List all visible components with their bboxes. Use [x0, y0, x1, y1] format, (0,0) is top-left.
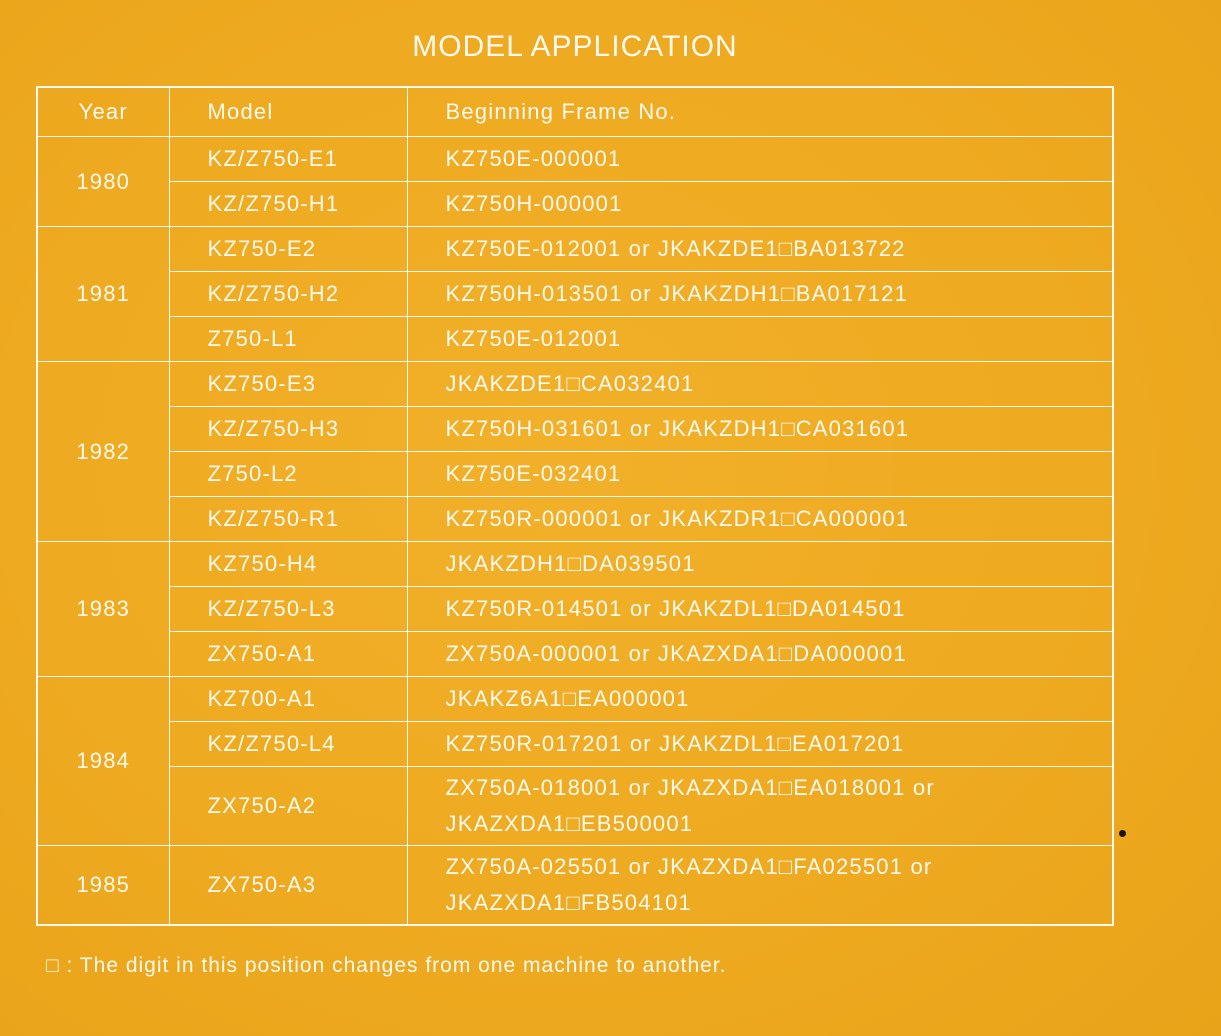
table-header-row	[37, 87, 1113, 137]
column-header-frame: Beginning Frame No.	[407, 87, 1113, 137]
table-row	[37, 587, 1113, 632]
model-cell: ZX750-A1	[169, 632, 407, 677]
frame-number-cell	[407, 317, 1113, 362]
model-application-table	[36, 86, 1114, 926]
frame-number-line: KZ750H-000001	[445, 191, 623, 216]
frame-number-cell	[407, 452, 1113, 497]
frame-number-line: KZ750R-000001 or JKAKZDR1□CA000001	[445, 506, 910, 531]
frame-number-cell	[407, 407, 1113, 452]
frame-number-line: ZX750A-025501 or JKAZXDA1□FA025501 or	[445, 854, 933, 879]
year-cell: 1980	[37, 137, 169, 227]
frame-number-cell	[407, 677, 1113, 722]
model-cell: KZ750-H4	[169, 542, 407, 587]
model-cell: KZ/Z750-E1	[169, 137, 407, 182]
model-cell: KZ/Z750-H2	[169, 272, 407, 317]
frame-number-line: KZ750E-012001 or JKAKZDE1□BA013722	[445, 236, 906, 261]
frame-number-line: JKAZXDA1□EB500001	[445, 811, 694, 836]
page-title: MODEL APPLICATION	[412, 30, 738, 63]
frame-number-line: JKAZXDA1□FB504101	[445, 890, 692, 915]
year-cell: 1981	[37, 227, 169, 362]
table-row	[37, 137, 1113, 182]
frame-number-line: ZX750A-018001 or JKAZXDA1□EA018001 or	[445, 775, 935, 800]
model-cell: KZ750-E2	[169, 227, 407, 272]
footnote: □ : The digit in this position changes from one machine to another.	[46, 954, 727, 977]
model-cell: Z750-L2	[169, 452, 407, 497]
model-cell: KZ/Z750-H1	[169, 182, 407, 227]
frame-number-cell	[407, 587, 1113, 632]
column-header-year: Year	[37, 87, 169, 137]
model-cell: Z750-L1	[169, 317, 407, 362]
model-cell: KZ750-E3	[169, 362, 407, 407]
column-header-model: Model	[169, 87, 407, 137]
frame-number-line: KZ750R-014501 or JKAKZDL1□DA014501	[445, 596, 906, 621]
model-cell: ZX750-A2	[169, 767, 407, 846]
frame-number-line: ZX750A-000001 or JKAZXDA1□DA000001	[445, 641, 907, 666]
year-cell: 1983	[37, 542, 169, 677]
table-row	[37, 677, 1113, 722]
model-cell: KZ/Z750-H3	[169, 407, 407, 452]
frame-number-line: JKAKZDE1□CA032401	[445, 371, 695, 396]
frame-number-line: KZ750H-013501 or JKAKZDH1□BA017121	[445, 281, 909, 306]
ink-dot	[1119, 830, 1126, 837]
frame-number-line: KZ750H-031601 or JKAKZDH1□CA031601	[445, 416, 910, 441]
table-row	[37, 272, 1113, 317]
frame-number-line: KZ750R-017201 or JKAKZDL1□EA017201	[445, 731, 905, 756]
frame-number-cell	[407, 362, 1113, 407]
table-row	[37, 767, 1113, 846]
frame-number-cell	[407, 846, 1113, 926]
frame-number-line: KZ750E-000001	[445, 146, 622, 171]
model-cell: KZ/Z750-L3	[169, 587, 407, 632]
model-cell: KZ/Z750-R1	[169, 497, 407, 542]
table-row	[37, 227, 1113, 272]
frame-number-cell	[407, 227, 1113, 272]
model-cell: ZX750-A3	[169, 846, 407, 926]
table-row	[37, 452, 1113, 497]
frame-number-line: JKAKZDH1□DA039501	[445, 551, 696, 576]
frame-number-line: JKAKZ6A1□EA000001	[445, 686, 690, 711]
table-row	[37, 542, 1113, 587]
table-row	[37, 407, 1113, 452]
frame-number-line: KZ750E-032401	[445, 461, 622, 486]
year-cell: 1982	[37, 362, 169, 542]
year-cell: 1984	[37, 677, 169, 846]
frame-number-cell	[407, 182, 1113, 227]
table-body	[37, 137, 1113, 926]
table-row	[37, 632, 1113, 677]
frame-number-cell	[407, 272, 1113, 317]
table-row	[37, 362, 1113, 407]
frame-number-cell	[407, 497, 1113, 542]
table-row	[37, 317, 1113, 362]
frame-number-cell	[407, 137, 1113, 182]
model-cell: KZ/Z750-L4	[169, 722, 407, 767]
frame-number-cell	[407, 722, 1113, 767]
frame-number-cell	[407, 542, 1113, 587]
frame-number-line: KZ750E-012001	[445, 326, 622, 351]
table-row	[37, 497, 1113, 542]
model-cell: KZ700-A1	[169, 677, 407, 722]
table-row	[37, 722, 1113, 767]
table-row	[37, 846, 1113, 926]
year-cell: 1985	[37, 846, 169, 926]
table-row	[37, 182, 1113, 227]
frame-number-cell	[407, 767, 1113, 846]
frame-number-cell	[407, 632, 1113, 677]
